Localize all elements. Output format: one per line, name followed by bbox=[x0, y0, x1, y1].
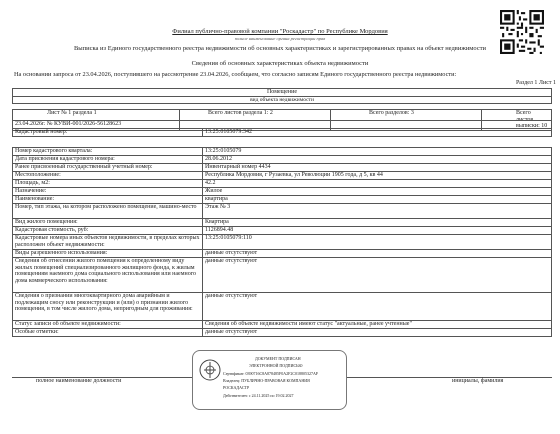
table-row bbox=[13, 180, 552, 188]
row-value: Сведения об объекте недвижимости имеют статус "актуальные, ранее учтенные" bbox=[203, 321, 552, 329]
row-label: Особые отметки: bbox=[13, 329, 203, 337]
sheet-number: Лист № 1 раздела 1 bbox=[13, 110, 180, 131]
row-label: Дата присвоения кадастрового номера: bbox=[13, 156, 203, 164]
table-row bbox=[13, 164, 552, 172]
table-row bbox=[13, 258, 552, 293]
table-row bbox=[13, 219, 552, 227]
row-value: Жилое bbox=[203, 188, 552, 196]
org-name: Филиал публично-правовой компании "Роскадастр" по Республике Мордовия bbox=[172, 28, 388, 35]
document-subtitle: Сведения об основных характеристиках объекта недвижимости bbox=[191, 60, 369, 67]
table-row bbox=[13, 293, 552, 321]
row-label: Вид жилого помещения: bbox=[13, 219, 203, 227]
row-value: квартира bbox=[203, 196, 552, 204]
stamp-owner-2: РОСКАДАСТР bbox=[223, 385, 250, 390]
row-value: данные отсутствуют bbox=[203, 250, 552, 258]
sheets-in-section: Всего листов раздела 1: 2 bbox=[180, 110, 331, 131]
row-label: Виды разрешенного использования: bbox=[13, 250, 203, 258]
row-label: Номер кадастрового квартала: bbox=[13, 148, 203, 156]
row-value: Квартира bbox=[203, 219, 552, 227]
sections-total: Всего разделов: 3 bbox=[331, 110, 482, 131]
cadastral-table bbox=[12, 120, 552, 137]
row-value: 13:25:0105079:110 bbox=[203, 235, 552, 250]
object-kind-caption: вид объекта недвижимости bbox=[13, 96, 552, 104]
row-value: 42.2 bbox=[203, 180, 552, 188]
row-label: Наименование: bbox=[13, 196, 203, 204]
e-signature-stamp bbox=[192, 350, 347, 410]
table-row bbox=[13, 156, 552, 164]
cadastral-value: 13:25:0105079:342 bbox=[203, 128, 552, 136]
stamp-valid: Действителен: с 24.11.2025 по 19.02.2027 bbox=[223, 393, 294, 398]
table-row bbox=[13, 196, 552, 204]
stamp-certificate: Сертификат: 0390716C8A878485F0A2F2C018805327AF bbox=[223, 371, 319, 376]
row-value: данные отсутствуют bbox=[203, 293, 552, 321]
table-row bbox=[13, 148, 552, 156]
row-label: Ранее присвоенный государственный учетный номер: bbox=[13, 164, 203, 172]
row-value: данные отсутствуют bbox=[203, 258, 552, 293]
row-label: Назначение: bbox=[13, 188, 203, 196]
emblem-icon bbox=[199, 359, 221, 381]
table-row bbox=[13, 329, 552, 337]
row-value: 28.06.2012 bbox=[203, 156, 552, 164]
name-caption: инициалы, фамилия bbox=[452, 378, 504, 384]
row-label: Статус записи об объекте недвижимости: bbox=[13, 321, 203, 329]
row-value: данные отсутствуют bbox=[203, 329, 552, 337]
row-value: Этаж № 3 bbox=[203, 204, 552, 219]
table-row bbox=[13, 172, 552, 180]
section-label: Раздел 1 Лист 1 bbox=[515, 80, 556, 86]
row-label: Местоположение: bbox=[13, 172, 203, 180]
table-row bbox=[13, 188, 552, 196]
row-label: Площадь, м2: bbox=[13, 180, 203, 188]
properties-table bbox=[12, 147, 552, 337]
row-label: Кадастровая стоимость, руб: bbox=[13, 227, 203, 235]
table-row bbox=[13, 321, 552, 329]
object-kind: Помещение bbox=[13, 89, 552, 97]
row-value: 13:25:0105079 bbox=[203, 148, 552, 156]
date-number: 23.04.2026г. № КУВИ-001/2026-56128623 bbox=[13, 121, 552, 129]
position-caption: полное наименование должности bbox=[36, 378, 122, 384]
table-row bbox=[13, 227, 552, 235]
row-label: Номер, тип этажа, на котором расположено помещение, машино-место bbox=[13, 204, 203, 219]
table-row bbox=[13, 235, 552, 250]
row-label: Сведения о признании многоквартирного дома аварийным и подлежащим сносу или реконструкции и (или) о признании жилого помещения, в том числе жилого дома, непригодным для проживания: bbox=[13, 293, 203, 321]
row-value: Инвентарный номер 4434 bbox=[203, 164, 552, 172]
row-label: Сведения об отнесении жилого помещения к определенному виду жилых помещений специализированного жилищного фонда, к жилым помещениям наемного дома социального использования или наемного дома коммерческого использования: bbox=[13, 258, 203, 293]
row-label: Кадастровые номера иных объектов недвижимости, в пределах которых расположен объект недвижимости: bbox=[13, 235, 203, 250]
stamp-line-2: ЭЛЕКТРОННОЙ ПОДПИСЬЮ bbox=[249, 363, 303, 368]
stamp-owner: Владелец: ПУБЛИЧНО-ПРАВОВАЯ КОМПАНИЯ bbox=[223, 378, 310, 383]
org-name-caption: полное наименование органа регистрации прав bbox=[234, 36, 326, 41]
row-value: Республика Мордовия, г Рузаевка, ул Революции 1905 года, д 5, кв 44 bbox=[203, 172, 552, 180]
table-row bbox=[13, 204, 552, 219]
sheets-total: Всего листов выписки: 10 bbox=[482, 110, 552, 131]
cadastral-label: Кадастровый номер: bbox=[13, 128, 203, 136]
document-title: Выписка из Единого государственного реестра недвижимости об основных характеристиках и зарегистрированных правах на объект недвижимости bbox=[73, 45, 487, 52]
object-kind-table bbox=[12, 88, 552, 104]
row-value: 1126894.48 bbox=[203, 227, 552, 235]
stamp-line-1: ДОКУМЕНТ ПОДПИСАН bbox=[255, 356, 301, 361]
request-line: На основании запроса от 23.04.2026, поступившего на рассмотрение 23.04.2026, сообщаем, что согласно записям Единого государственного реестра недвижимости: bbox=[14, 71, 457, 78]
table-row bbox=[13, 250, 552, 258]
